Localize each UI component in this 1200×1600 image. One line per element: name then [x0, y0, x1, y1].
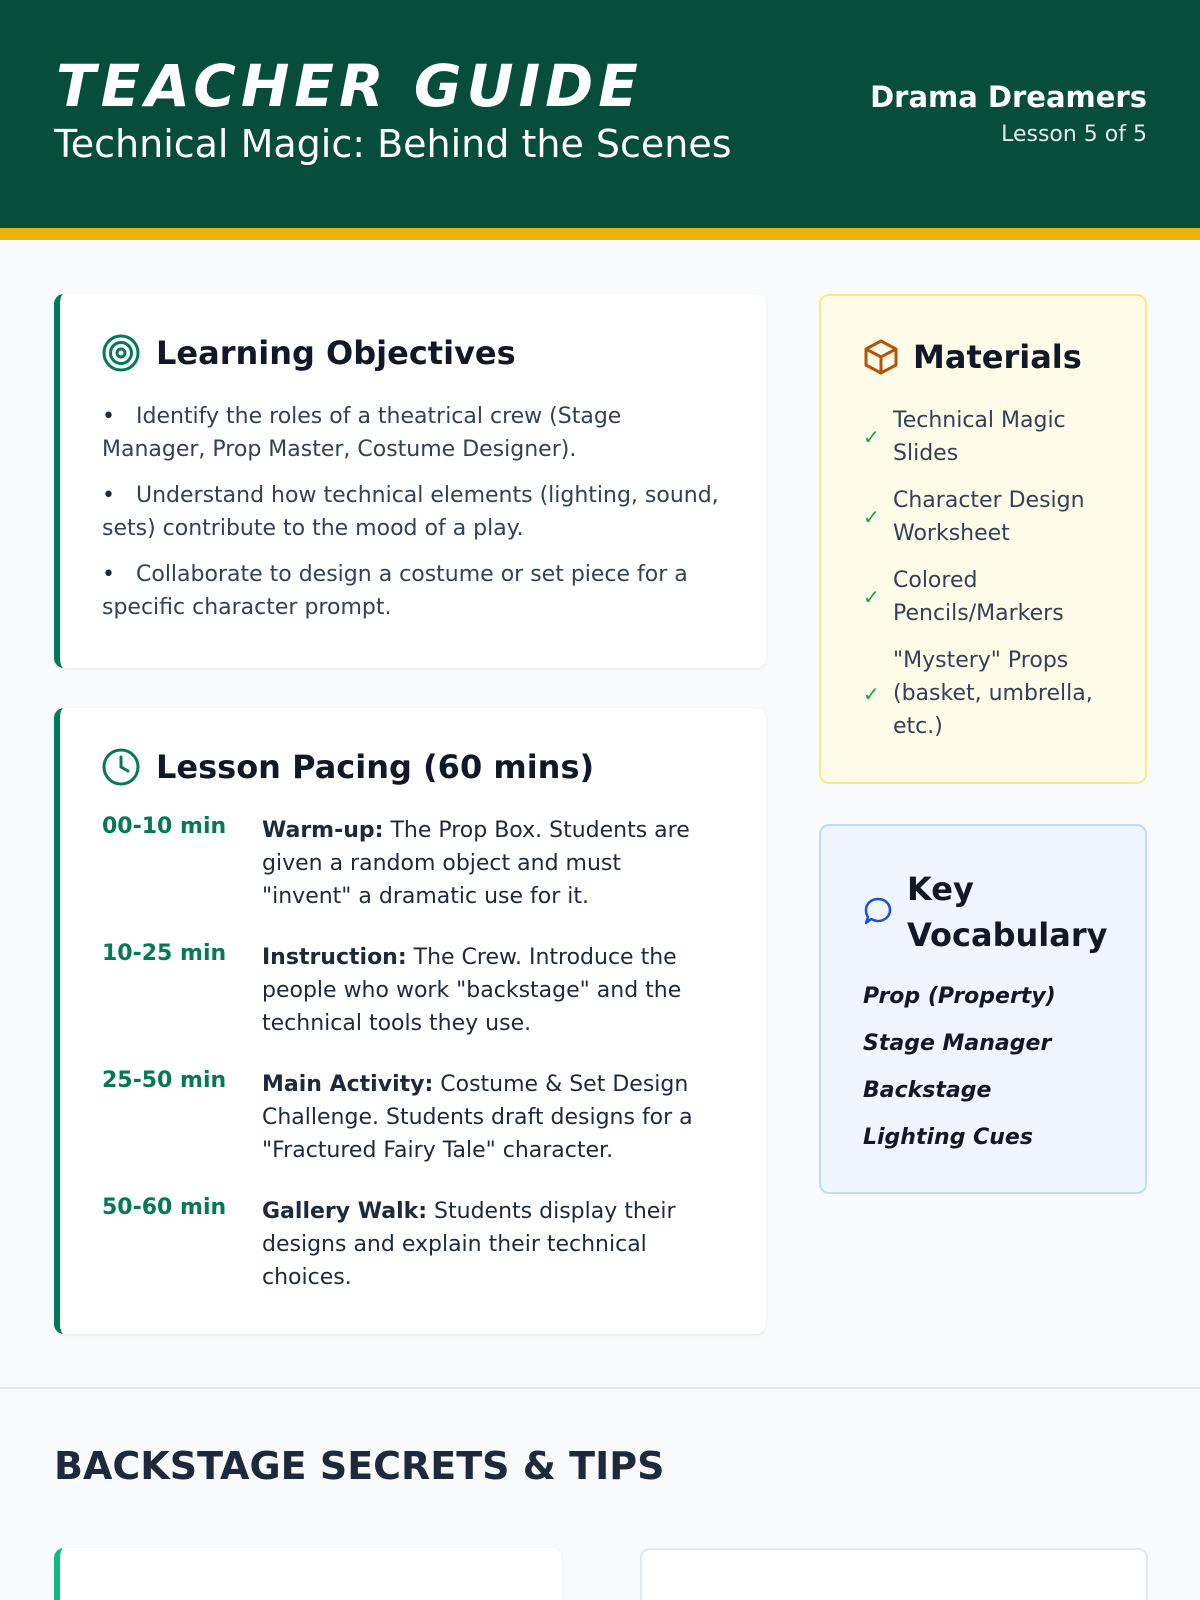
pacing-heading	[102, 748, 594, 786]
vocabulary-term: Backstage	[863, 1078, 992, 1103]
header-banner	[0, 0, 1200, 228]
tip-card	[54, 1548, 562, 1600]
materials-heading	[863, 338, 1082, 376]
speech-bubble-icon	[863, 896, 893, 928]
vocabulary-term: Lighting Cues	[863, 1125, 1033, 1150]
pacing-card	[54, 708, 766, 1334]
list-item: ✓ "Mystery" Props (basket, umbrella, etc.)	[863, 648, 1093, 739]
page-title: TEACHER GUIDE	[56, 52, 643, 120]
box-icon	[863, 338, 899, 376]
checkmark-icon: ✓	[863, 585, 880, 609]
list-item: • Collaborate to design a costume or set piece for a specific character prompt.	[102, 562, 688, 620]
header-stripe	[0, 228, 1200, 240]
materials-card	[819, 294, 1147, 784]
list-item: ✓ Character Design Worksheet	[863, 488, 1085, 546]
vocabulary-term: Stage Manager	[863, 1031, 1052, 1056]
page-subtitle: Technical Magic: Behind the Scenes	[54, 122, 732, 166]
checkmark-icon: ✓	[863, 505, 880, 529]
list-item: ✓ Colored Pencils/Markers	[863, 568, 1064, 626]
objectives-title: Learning Objectives	[156, 334, 516, 372]
pacing-description: Warm-up: The Prop Box. Students are given a random object and must "invent" a dramatic use for it.	[262, 818, 690, 909]
checkmark-icon: ✓	[863, 425, 880, 449]
vocabulary-title: Key Vocabulary	[907, 870, 1108, 954]
pacing-title: Lesson Pacing (60 mins)	[156, 748, 595, 786]
section-divider	[0, 1387, 1200, 1389]
pacing-time: 25-50 min	[102, 1068, 227, 1093]
list-item: • Understand how technical elements (lighting, sound, sets) contribute to the mood of a play.	[102, 483, 719, 541]
checkmark-icon: ✓	[863, 681, 880, 706]
brand-name: Drama Dreamers	[870, 80, 1147, 114]
pacing-time: 50-60 min	[102, 1195, 227, 1220]
vocabulary-heading	[863, 866, 1127, 958]
pacing-description: Main Activity: Costume & Set Design Challenge. Students draft designs for a "Fractured Fairy Tale" character.	[262, 1072, 693, 1163]
lesson-indicator: Lesson 5 of 5	[1001, 122, 1147, 147]
vocabulary-term: Prop (Property)	[863, 984, 1056, 1009]
target-icon	[102, 334, 140, 372]
pacing-description: Gallery Walk: Students display their designs and explain their technical choices.	[262, 1199, 676, 1290]
pacing-time: 10-25 min	[102, 941, 227, 966]
objectives-heading	[102, 334, 516, 372]
pacing-time: 00-10 min	[102, 814, 227, 839]
list-item: • Identify the roles of a theatrical crew (Stage Manager, Prop Master, Costume Designer).	[102, 404, 622, 462]
tips-section-heading: BACKSTAGE SECRETS & TIPS	[54, 1444, 665, 1488]
objectives-card	[54, 294, 766, 668]
vocabulary-card	[819, 824, 1147, 1194]
list-item: ✓ Technical Magic Slides	[863, 408, 1066, 466]
pacing-description: Instruction: The Crew. Introduce the people who work "backstage" and the technical tools they use.	[262, 945, 682, 1036]
tip-card	[640, 1548, 1148, 1600]
clock-icon	[102, 748, 140, 786]
materials-title: Materials	[913, 338, 1082, 376]
objectives-list	[102, 400, 722, 637]
